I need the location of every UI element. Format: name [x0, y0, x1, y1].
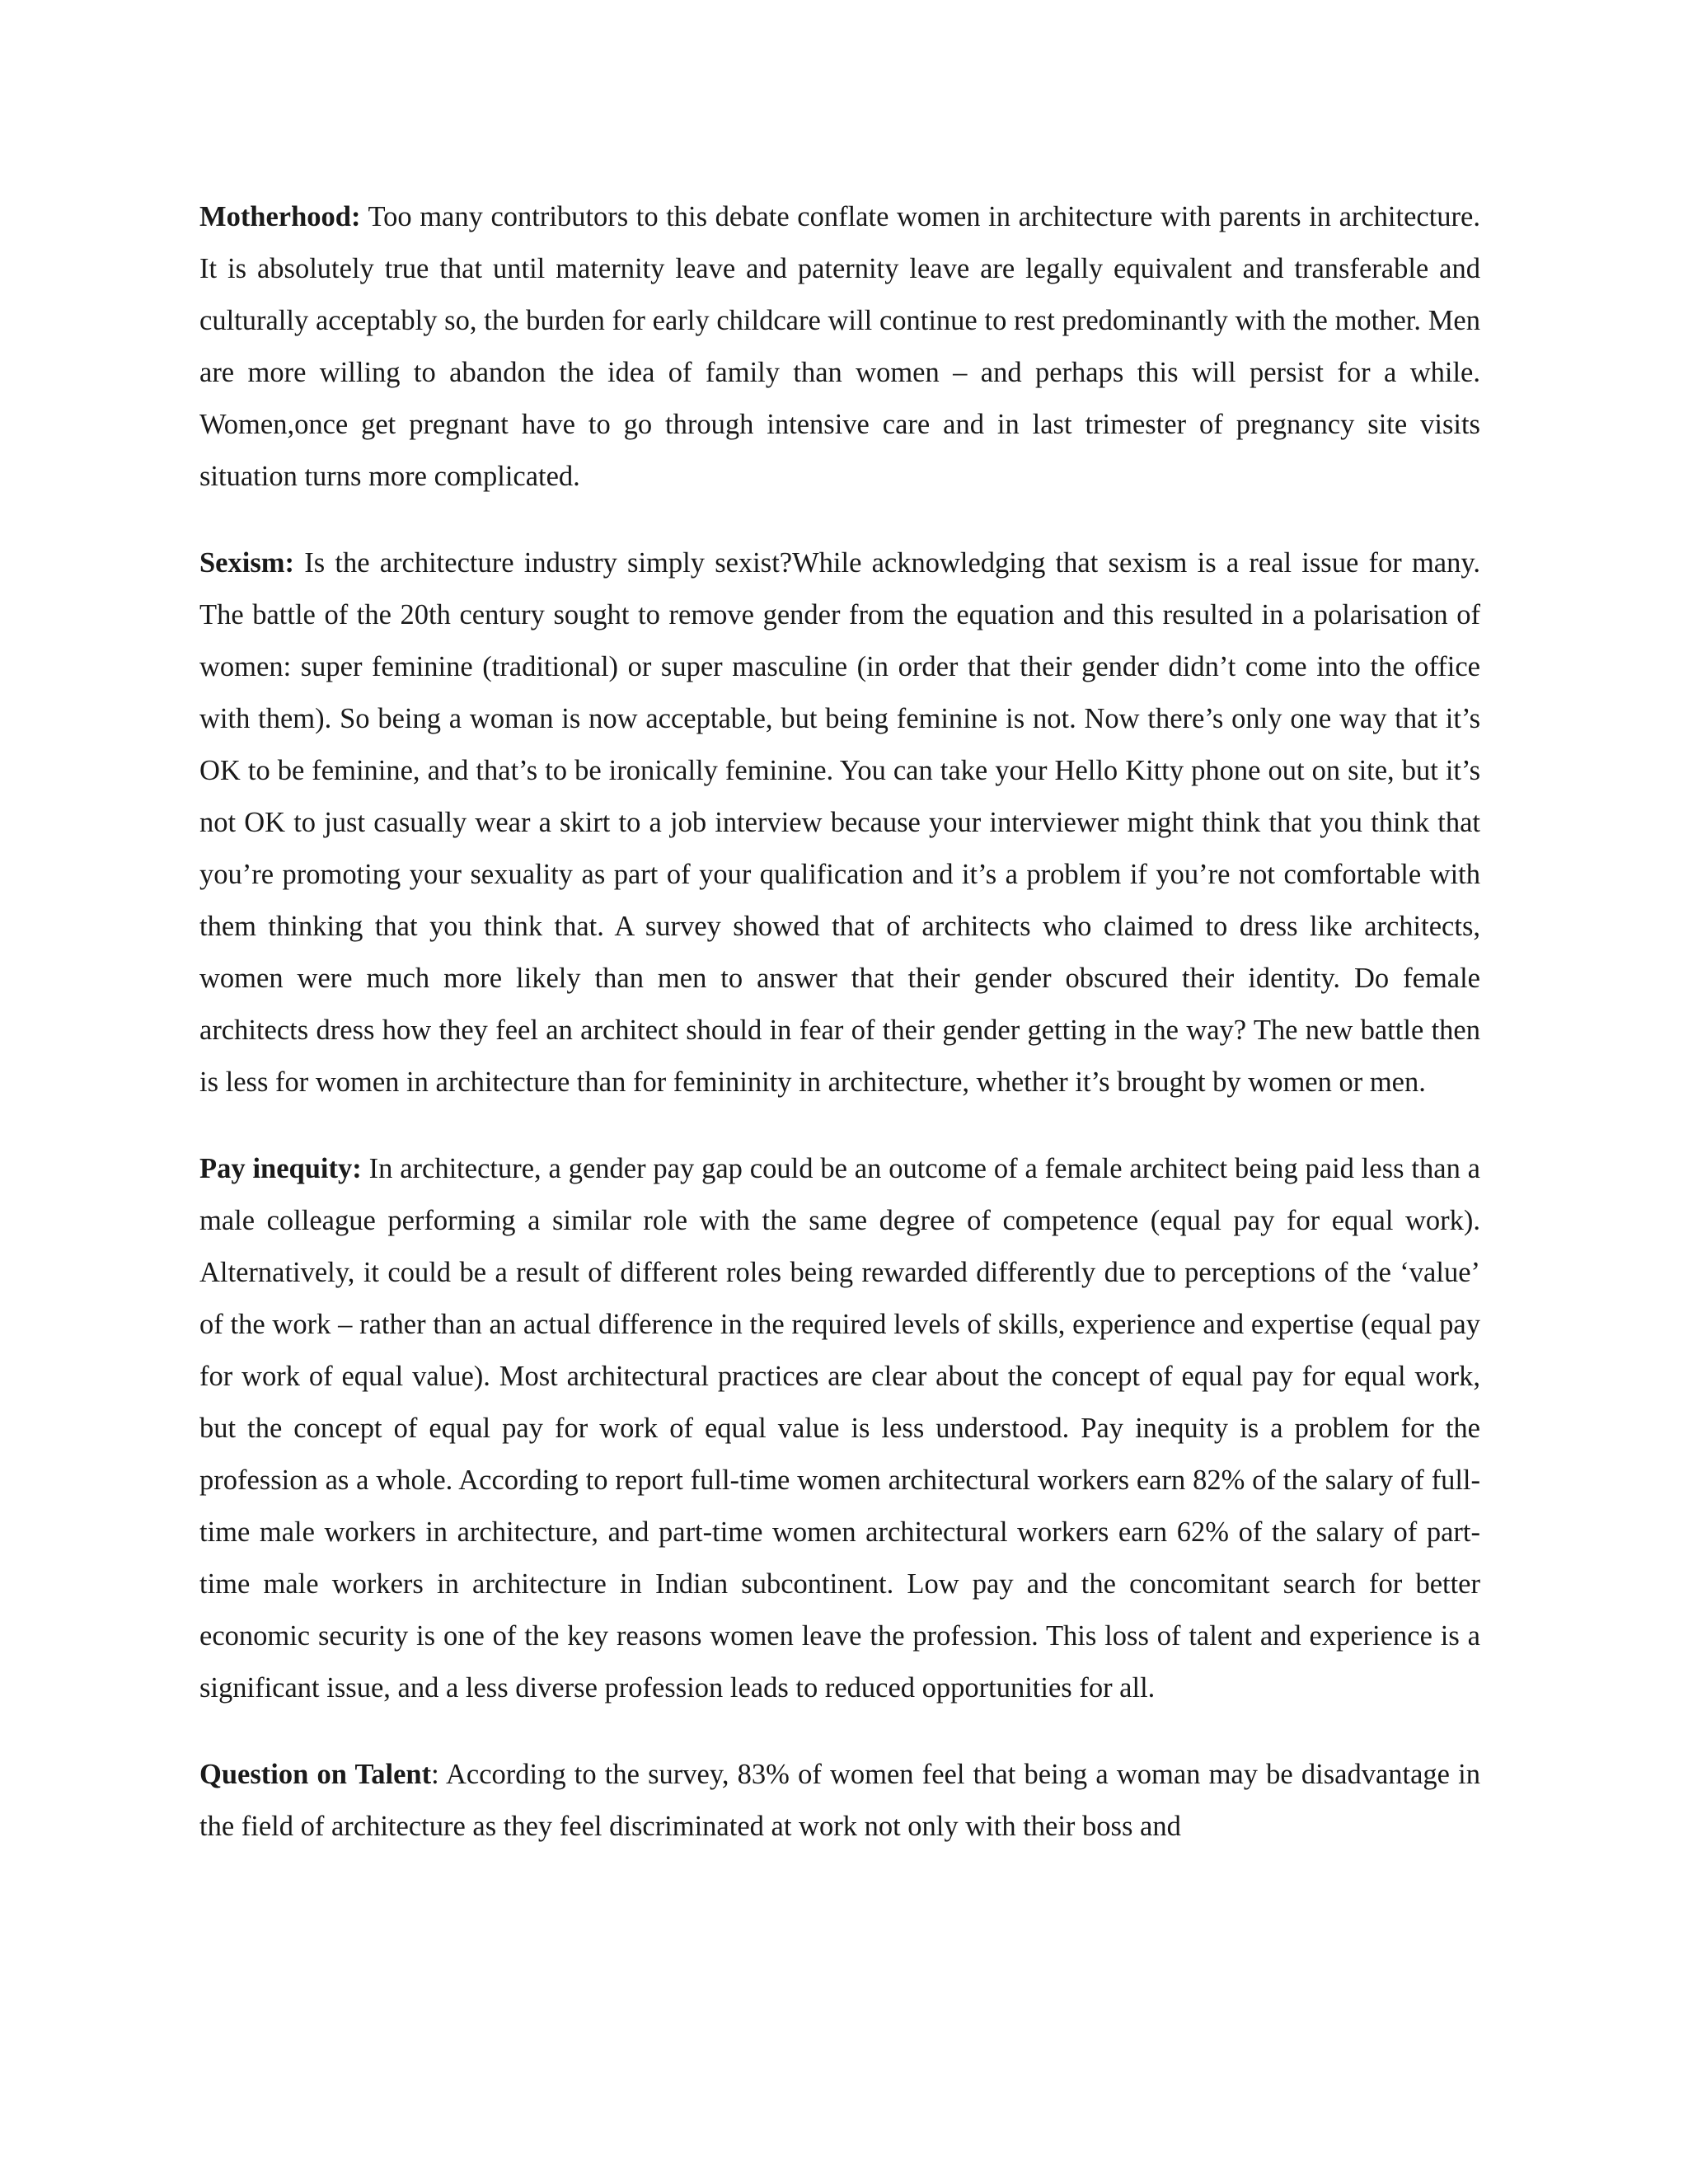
paragraph-motherhood: [199, 191, 1480, 503]
body-pay-inequity: In architecture, a gender pay gap could be an outcome of a female architect being paid less than a male colleague performing a similar role with the same degree of competence (equal pay for equal work). Alternatively, it could be a result of different roles being rewarded differently due to perceptions of the ‘value’ of the work – rather than an actual difference in the required levels of skills, experience and expertise (equal pay for work of equal value). Most architectural practices are clear about the concept of equal pay for equal work, but the concept of equal pay for work of equal value is less understood. Pay inequity is a problem for the profession as a whole. According to report full-time women architectural workers earn 82% of the salary of full-time male workers in architecture, and part-time women architectural workers earn 62% of the salary of part-time male workers in architecture in Indian subcontinent. Low pay and the concomitant search for better economic security is one of the key reasons women leave the profession. This loss of talent and experience is a significant issue, and a less diverse profession leads to reduced opportunities for all.: [199, 1153, 1480, 1704]
heading-question-on-talent: Question on Talent: [199, 1759, 432, 1790]
heading-pay-inequity: Pay inequity:: [199, 1153, 362, 1184]
heading-motherhood: Motherhood:: [199, 201, 361, 232]
paragraph-sexism: [199, 537, 1480, 1108]
body-question-on-talent: : According to the survey, 83% of women feel that being a woman may be disadvantage in the field of architecture as they feel discriminated at work not only with their boss and: [199, 1759, 1481, 1842]
body-sexism: Is the architecture industry simply sexist?While acknowledging that sexism is a real issue for many. The battle of the 20th century sought to remove gender from the equation and this resulted in a polarisation of women: super feminine (traditional) or super masculine (in order that their gender didn’t come into the office with them). So being a woman is now acceptable, but being feminine is not. Now there’s only one way that it’s OK to be feminine, and that’s to be ironically feminine. You can take your Hello Kitty phone out on site, but it’s not OK to just casually wear a skirt to a job interview because your interviewer might think that you think that you’re promoting your sexuality as part of your qualification and it’s a problem if you’re not comfortable with them thinking that you think that. A survey showed that of architects who claimed to dress like architects, women were much more likely than men to answer that their gender obscured their identity. Do female architects dress how they feel an architect should in fear of their gender getting in the way? The new battle then is less for women in architecture than for femininity in architecture, whether it’s brought by women or men.: [199, 547, 1480, 1098]
paragraph-question-on-talent: [199, 1749, 1480, 1853]
document-page: [199, 191, 1480, 1887]
paragraph-pay-inequity: [199, 1143, 1480, 1714]
heading-sexism: Sexism:: [199, 547, 294, 579]
body-motherhood: Too many contributors to this debate conflate women in architecture with parents in architecture. It is absolutely true that until maternity leave and paternity leave are legally equivalent and transferable and culturally acceptably so, the burden for early childcare will continue to rest predominantly with the mother. Men are more willing to abandon the idea of family than women – and perhaps this will persist for a while. Women,once get pregnant have to go through intensive care and in last trimester of pregnancy site visits situation turns more complicated.: [199, 201, 1480, 492]
